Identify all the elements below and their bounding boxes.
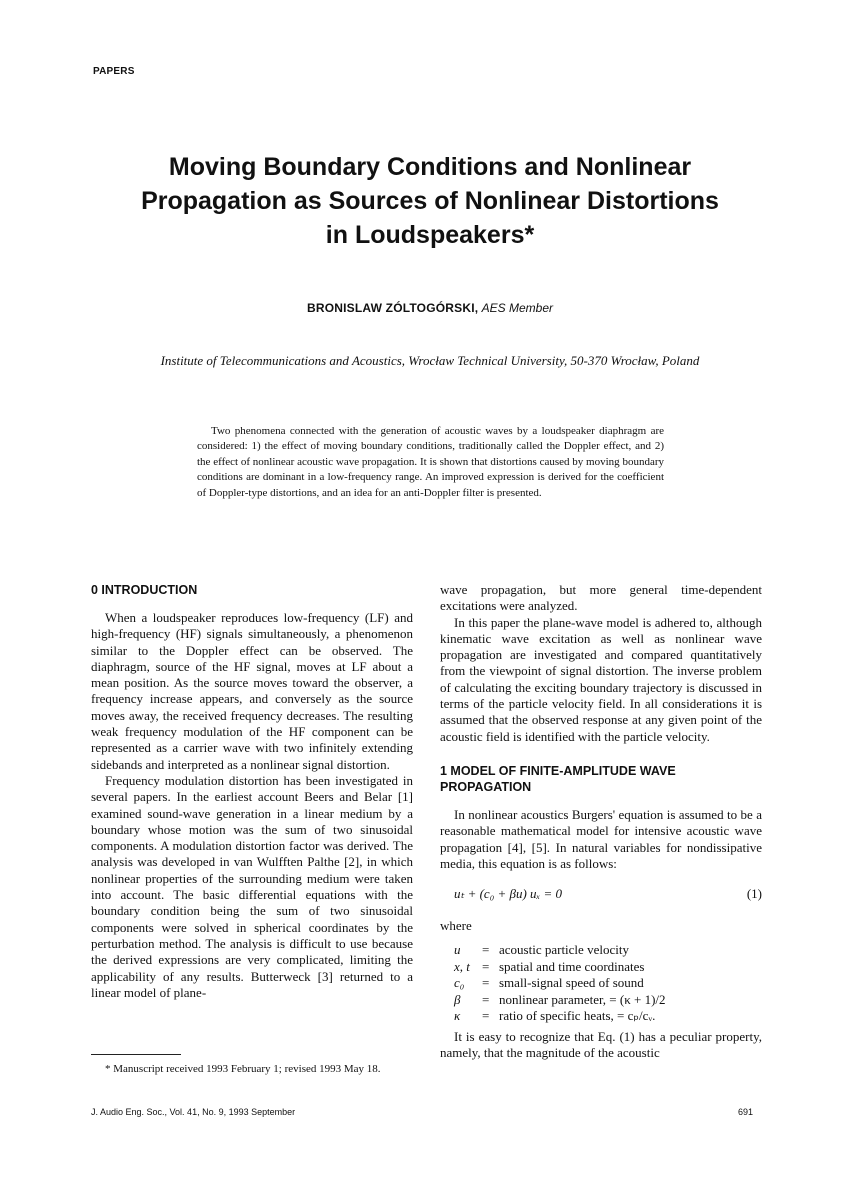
definition-row bbox=[454, 1008, 762, 1025]
paper-title bbox=[90, 150, 770, 252]
equation-1 bbox=[440, 886, 762, 904]
intro-paragraph-3: In this paper the plane-wave model is adhered to, although kinematic wave excitation as well as nonlinear wave propagation are investigated and compared quantitatively from the viewpoint of signal distortion. The inverse problem of calculating the exciting boundary trajectory is discussed in terms of the particle velocity field. In all considerations it is assumed that the observed response at any given point of the acoustic field is identified with the particle velocity. bbox=[440, 614, 762, 744]
definition-text: nonlinear parameter, = (κ + 1)/2 bbox=[499, 991, 666, 1007]
definition-equals: = bbox=[482, 991, 490, 1007]
abstract: Two phenomena connected with the generation of acoustic waves by a loudspeaker diaphragm are considered: 1) the effect of moving boundary conditions, traditionally called the Doppler effect, and 2) the effect of nonlinear acoustic wave propagation. It is shown that distortions caused by moving boundary conditions are dominant in a low-frequency range. An improved expression is derived for the coefficient of Doppler-type distortions, and an idea for an anti-Doppler filter is presented. bbox=[197, 425, 664, 499]
author-byline bbox=[90, 301, 770, 315]
title-line-1: Moving Boundary Conditions and Nonlinear bbox=[168, 153, 692, 181]
definition-symbol: β bbox=[454, 991, 461, 1007]
intro-paragraph-1: When a loudspeaker reproduces low-frequency (LF) and high-frequency (HF) signals simultaneously, a phenomenon similar to the Doppler effect can be observed. The diaphragm, source of the HF signal, moves at LF about a mean position. As the source moves toward the observer, a frequency increase appears, and conversely as the source moves away, the received frequency decreases. The resulting weak frequency modulation of the HF component can be represented as a carrier wave with two infinitely extending sidebands and interpreted as a nonlinear signal distortion. bbox=[91, 610, 413, 772]
right-column bbox=[440, 582, 762, 1062]
definition-equals: = bbox=[482, 975, 490, 991]
author-membership: AES Member bbox=[481, 301, 553, 315]
footnote-divider bbox=[91, 1054, 181, 1055]
intro-continuation: wave propagation, but more general time-dependent excitations were analyzed. bbox=[440, 582, 762, 614]
section-heading-model bbox=[440, 763, 762, 795]
definition-symbol: κ bbox=[454, 1008, 461, 1024]
definition-text: acoustic particle velocity bbox=[499, 942, 629, 958]
definition-text: spatial and time coordinates bbox=[499, 958, 645, 974]
equation-1-number: (1) bbox=[746, 886, 762, 902]
definition-equals: = bbox=[482, 1008, 490, 1024]
definition-text: ratio of specific heats, = cₚ/cᵥ. bbox=[499, 1008, 656, 1024]
definition-equals: = bbox=[482, 958, 490, 974]
running-head: PAPERS bbox=[93, 66, 135, 77]
author-name: BRONISLAW ZÓLTOGÓRSKI, bbox=[307, 301, 479, 315]
definition-text: small-signal speed of sound bbox=[499, 975, 644, 991]
definition-symbol: x, t bbox=[454, 958, 470, 974]
journal-citation: J. Audio Eng. Soc., Vol. 41, No. 9, 1993 September bbox=[91, 1107, 296, 1117]
page-number: 691 bbox=[738, 1107, 754, 1117]
variable-definitions bbox=[454, 942, 762, 1025]
model-paragraph-1: In nonlinear acoustics Burgers' equation is assumed to be a reasonable mathematical model for intensive acoustic wave propagation [4], [5]. In natural variables for nondissipative media, this equation is as follows: bbox=[440, 806, 762, 871]
where-label: where bbox=[440, 918, 472, 934]
section-heading-model-line-2: PROPAGATION bbox=[440, 779, 532, 794]
equation-1-text: uₜ + (c₀ + βu) uₓ = 0 bbox=[454, 886, 563, 902]
definition-row bbox=[454, 959, 762, 976]
title-line-3: in Loudspeakers* bbox=[325, 221, 535, 249]
definition-row bbox=[454, 942, 762, 959]
definition-row bbox=[454, 975, 762, 992]
left-column bbox=[91, 582, 413, 1001]
intro-paragraph-2: Frequency modulation distortion has been investigated in several papers. In the earliest account Beers and Belar [1] examined sound-wave generation in a linear medium by a boundary whose motion was the sum of two sinusoidal components. A modulation distortion factor was derived. The analysis was developed in van Wulfften Palthe [2], in which nonlinear properties of the surrounding medium were taken into account. The basic differential equations with the boundary condition being the sum of two sinusoidal components were solved in spherical coordinates by the perturbation method. The analysis is difficult to use because the derived expressions are very complicated, limiting the applicability of any results. Butterweck [3] returned to a linear model of plane- bbox=[91, 772, 413, 1000]
definition-symbol: c₀ bbox=[454, 975, 465, 991]
definition-symbol: u bbox=[454, 942, 461, 958]
model-paragraph-2: It is easy to recognize that Eq. (1) has a peculiar property, namely, that the magnitude of the acoustic bbox=[440, 1028, 762, 1061]
definition-equals: = bbox=[482, 942, 490, 958]
author-affiliation: Institute of Telecommunications and Acoustics, Wrocław Technical University, 50-370 Wrocław, Poland bbox=[160, 353, 700, 368]
definition-row bbox=[454, 992, 762, 1009]
section-heading-model-line-1: 1 MODEL OF FINITE-AMPLITUDE WAVE bbox=[440, 763, 676, 778]
footnote: * Manuscript received 1993 February 1; revised 1993 May 18. bbox=[105, 1063, 381, 1075]
section-heading-introduction: 0 INTRODUCTION bbox=[91, 583, 198, 597]
title-line-2: Propagation as Sources of Nonlinear Distortions bbox=[141, 187, 719, 215]
